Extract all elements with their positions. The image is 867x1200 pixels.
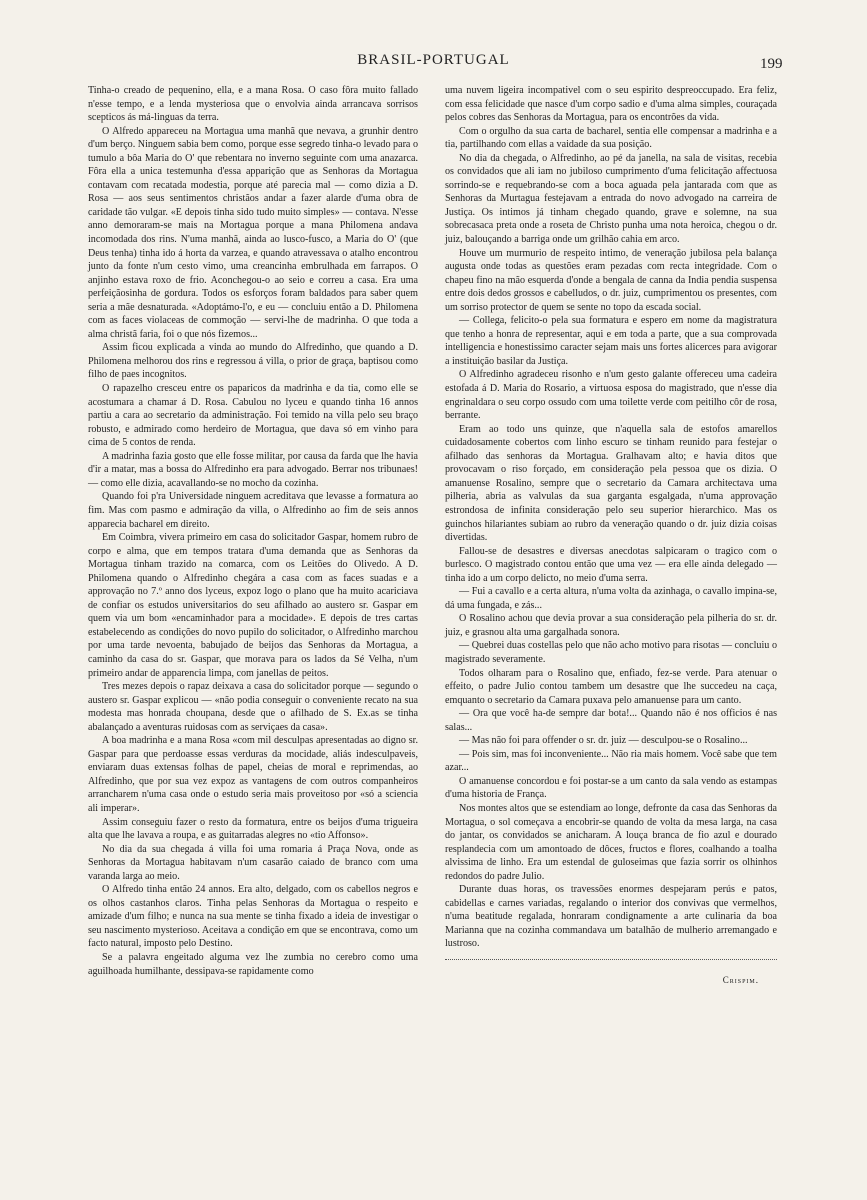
paragraph: uma nuvem ligeira incompativel com o seu espirito despreoccupado. Era feliz, com essa felicidade que nasce d'um corpo sadio e d'uma alma simples, couraçada pelos cobres das Senhoras da Mortagua, para os encontrões da vida. [445, 85, 777, 124]
paragraph: O Rosalino achou que devia provar a sua consideração pela pilheria do sr. dr. juiz, e grasnou alta uma gargalhada sonora. [445, 613, 777, 638]
paragraph: O rapazelho cresceu entre os paparicos da madrinha e da tia, como elle se acostumara a chamar á D. Rosa. Cabulou no lyceu e quando tinha 16 annos partiu a cara ao secretario da administração. Foi temido na villa pelo seu braço robusto, e admirado como herdeiro de Mortagua, que dava só em vinho para cima de 5 contos de renda. [88, 383, 418, 449]
paragraph: — Mas não foi para offender o sr. dr. juiz — desculpou-se o Rosalino... [459, 735, 748, 747]
left-text-column [88, 84, 418, 978]
paragraph: Todos olharam para o Rosalino que, enfiado, fez-se verde. Para atenuar o effeito, o padre Julio contou tambem um desastre que lhe succedeu na caça, emquanto o secretario da Camara puxava pelo amanuense para um canto. [445, 667, 777, 706]
paragraph: O Alfredo tinha então 24 annos. Era alto, delgado, com os cabellos negros e os olhos castanhos claros. Tinha pelas Senhoras da Mortagua o respeito e amizade d'um filho; e nunca na sua mente se tinha fixado a ideia de investigar o seu nascimento mysterioso. Aceitava a condição em que se encontrava, como um facto natural, imposto pelo Destino. [88, 884, 418, 950]
paragraph: A madrinha fazia gosto que elle fosse militar, por causa da farda que lhe havia d'ir a matar, mas a bossa do Alfredinho era para advogado. Berrar nos tribunaes! — como elle dizia, acavallando-se no mocho da cozinha. [88, 450, 418, 489]
paragraph: — Quebrei duas costellas pelo que não acho motivo para risotas — concluiu o magistrado severamente. [445, 640, 777, 665]
paragraph: Houve um murmurio de respeito intimo, de veneração jubilosa pela balança augusta onde todas as questões eram pezadas com recta integridade. Com o chapeu fino na mão esquerda d'onde a bengala de canna da India pendia suspensa entre dois dedos grossos e cabelludos, o dr. juiz, cumprimentou os presentes, com um sorriso protector de quem se sente no topo da escada social. [445, 247, 777, 313]
right-text-column [445, 84, 777, 988]
paragraph: Tres mezes depois o rapaz deixava a casa do solicitador porque — segundo o austero sr. Gaspar explicou — «não podia conseguir o conveniente recato na sua modesta mas honrada choupana, desde que o afilhado de S. Ex.as se tinha abalançado a aventuras ruidosas com as serviçaes da casa». [88, 681, 418, 733]
paragraph: Fallou-se de desastres e diversas anecdotas salpicaram o tragico com o burlesco. O magistrado contou então que uma vez — era elle ainda delegado — tinha ido a um corpo delicto, no meio d'uma serra. [445, 545, 777, 584]
paragraph: No dia da sua chegada á villa foi uma romaria á Praça Nova, onde as Senhoras da Mortagua habitavam n'um casarão caiado de branco com uma varanda larga ao meio. [88, 843, 418, 882]
paragraph: Em Coimbra, vivera primeiro em casa do solicitador Gaspar, homem rubro de corpo e alma, que em tempos tratara d'uma demanda que as Senhoras da Mortagua tinham trazido na comarca, com os Leitões do Olivedo. A D. Philomena quando o Alfredinho chegára a casa com as faces suadas e a approvação no 7.º anno dos lyceus, expoz logo o plano que ha muito acariciava de confiar os estudos universitarios do seu afilhado ao austero sr. Gaspar em quem via um bom «encaminhador para a mocidade». E depois de tres cartas estabelecendo as condições do novo pupilo do solicitador, o Alfredinho marchou por uma tarde nevoenta, babujado de beijos das Senhoras da Mortagua, a caminho da casa do sr. Gaspar, que morava para os lados da Sé Velha, n'um primeiro andar de apparencia limpa, com janellas de peitos. [88, 532, 418, 679]
author-signature: Crispim. [722, 975, 759, 985]
paragraph: — Collega, felicito-o pela sua formatura e espero em nome da magistratura que tenho a honra de representar, aqui e em toda a parte, que a sua comprovada intelligencia e honestissimo caracter sejam mais uns fortes alicerces para avigorar a instituição basilar da Justiça. [445, 315, 777, 367]
paragraph: O Alfredinho agradeceu risonho e n'um gesto galante offereceu uma cadeira estofada á D. Maria do Rosario, a virtuosa esposa do magistrado, que n'esse dia engrinaldara o seu corpo ossudo com uma toilette verde com peitilho côr de rosa, berrante. [445, 369, 777, 422]
paragraph: Assim ficou explicada a vinda ao mundo do Alfredinho, que quando a D. Philomena melhorou dos rins e regressou á villa, o prior de graça, baptisou como filho de paes incognitos. [88, 342, 418, 381]
paragraph: O Alfredo appareceu na Mortagua uma manhã que nevava, a grunhir dentro d'um berço. Ninguem sabia bem como, porque esse segredo tinha-o levado para o tumulo a bôa Maria do O' que rebentara no inverno seguinte com uma anazarca. Fôra ella a unica testemunha d'essa apparição que as Senhoras da Mortagua contavam com recatada modestia, porque até parecia mal — como dizia a D. Rosa — aos seus sentimentos christãos andar a fazer alarde d'uma obra de caridade tão vulgar. «E depois tinha sido tudo muito simples» — contava. N'esse anno demoraram-se mais na Mortagua porque a mana Philomena andava incomodada dos rins. N'uma manhã, ainda ao lusco-fusco, a Maria do O' (que Deus tenha) tinha ido á horta da varzea, e quando atravessava o atalho encontrou junto da fonte n'um cesto vimo, uma creancinha embrulhada em farrapos. O anjinho estava roxo de frio. Aconchegou-o ao seio e correu a casa. Era uma perfeiçãosinha de gordura. Todos os esforços foram baldados para saber quem seria a mãe desnaturada. «Adoptámo-l'o, e eu — concluiu então a D. Philomena com as faces violaceas de commoção — servi-lhe de madrinha. O que toda a alma christã faria, foi o que nós fizemos... [88, 125, 418, 340]
journal-title: BRASIL-PORTUGAL [357, 52, 510, 68]
paragraph: — Fui a cavallo e a certa altura, n'uma volta da azinhaga, o cavallo impina-se, dá uma fungada, e zás... [445, 586, 777, 611]
paragraph: Quando foi p'ra Universidade ninguem acreditava que levasse a formatura ao fim. Mas com pasmo e admiração da villa, o Alfredinho ao fim de seis annos apparecia bacharel em direito. [88, 491, 418, 530]
paragraph: Tinha-o creado de pequenino, ella, e a mana Rosa. O caso fôra muito fallado n'esse tempo, e a lenda mysteriosa que o envolvia ainda arrancava sorrisos scepticos ás má-linguas da terra. [88, 85, 418, 124]
paragraph: No dia da chegada, o Alfredinho, ao pé da janella, na sala de visitas, recebia os convidados que ali iam no jubiloso cumprimento d'uma felicitação affectuosa sorrindo-se e requebrando-se com a boca aguada pela jantarada com que as Senhoras da Murtagua festejavam a entrada do novo advogado na carreira de Justiça. Os intimos já tinham chegado quando, grave e solemne, na sua sobrecasaca preta onde a roseta de Christo punha uma nota heroica, chegou o dr. juiz, balouçando a barriga onde um grilhão cahia em arco. [445, 152, 777, 246]
page-header [0, 52, 867, 76]
paragraph: Assim conseguiu fazer o resto da formatura, entre os beijos d'uma trigueira alta que lhe lavava a roupa, e as guitarradas alegres no «tio Affonso». [88, 816, 418, 842]
paragraph: Nos montes altos que se estendiam ao longe, defronte da casa das Senhoras da Mortagua, o sol começava a encobrir-se quando de volta da mesa larga, na casa do jantar, os convidados se anicharam. A louça branca de fio azul e dourado resplandecia com um amontoado de dôces, fructos e flores, coalhando a toalha alvissima de linho. Era um estendal de guloseimas que fazia sorrir os olhinhos redondos do padre Julio. [445, 802, 777, 882]
paragraph: A boa madrinha e a mana Rosa «com mil desculpas apresentadas ao digno sr. Gaspar para que perdoasse essas verduras da mocidade, aliás indesculpaveis, enviaram duas extensas folhas de papel, cheias de moral e reprimendas, ao Alfredinho, que por sua vez expoz as vantagens de com outros companheiros arrancharem n'uma casa onde o estudo seria mais proveitoso por «só a sciencia ali imperar». [88, 735, 418, 814]
paragraph: Eram ao todo uns quinze, que n'aquella sala de estofos amarellos cuidadosamente cobertos com linho escuro se tinham reunido para festejar o afilhado das senhoras da Mortagua. Gralhavam alto; e havia ditos que provocavam o riso forçado, em consideração pela pessoa que os dizia. O amanuense Rosalino, sempre que o secretario da Camara architectava uma pilheria, abria as valvulas da sua garganta esgalgada, n'uma approvação estrondosa de infinita consideração pelo seu superior hierarchico. Mas os guinchos hilariantes subiam ao rubro da veneração quando o dr. juiz dizia coisas divertidas. [445, 423, 777, 544]
paragraph: Se a palavra engeitado alguma vez lhe zumbia no cerebro como uma aguilhoada humilhante, dessipava-se rapidamente como [88, 952, 418, 977]
page-number: 199 [760, 56, 783, 72]
paragraph: Com o orgulho da sua carta de bacharel, sentia elle compensar a madrinha e a tia, partilhando com ellas a vaidade da sua posição. [445, 125, 777, 151]
paragraph: — Pois sim, mas foi inconveniente... Não ria mais homem. Você sabe que tem azar... [445, 748, 777, 774]
paragraph: O amanuense concordou e foi postar-se a um canto da sala vendo as estampas d'uma historia de França. [445, 775, 777, 801]
paragraph: Durante duas horas, os travessões enormes despejaram perús e patos, cabidellas e carnes variadas, regalando o interior dos convivas que vermelhos, n'uma beatitude regalada, honraram condignamente a arte culinaria da boa Marianna que na cozinha commandava um batalhão de mulherio arremangado e lustroso. [445, 884, 777, 950]
paragraph: — Ora que você ha-de sempre dar bota!... Quando não é nos officios é nas salas... [445, 708, 777, 733]
dotted-separator [445, 953, 777, 960]
